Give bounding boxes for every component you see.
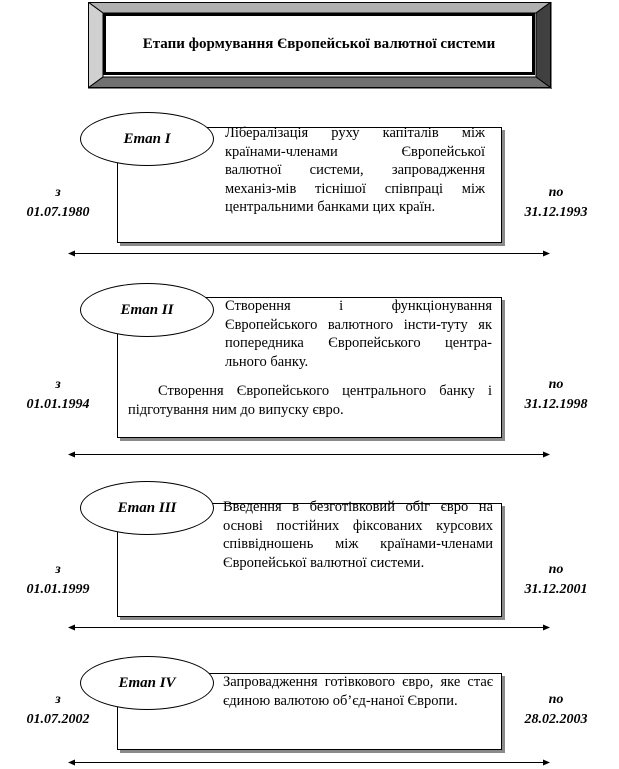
stage-1-to-date: 31.12.1993 — [524, 205, 588, 220]
stage-2-from-date: 01.01.1994 — [26, 397, 90, 412]
stage-3-from — [12, 560, 104, 600]
stage-4-from — [12, 690, 104, 730]
stage-4-label: Етап IV — [80, 656, 214, 710]
stage-2-period-arrow — [68, 450, 550, 459]
stage-1-text — [225, 124, 485, 217]
stage-2-to-date: 31.12.1998 — [524, 397, 588, 412]
stage-3-description: Введення в безготівковий обіг євро на основі постійних фіксованих курсових співвідношень між країнами-членами Європейської валютної системи. — [223, 499, 493, 571]
stage-4-to — [506, 690, 606, 730]
stage-2-to — [506, 375, 606, 415]
stage-1-to-prefix: по — [548, 185, 564, 200]
stage-4-text — [223, 673, 493, 710]
stage-3-to — [506, 560, 606, 600]
stage-1-period-arrow — [68, 249, 550, 258]
stage-1-label: Етап I — [80, 112, 214, 166]
stage-1-from-prefix: з — [55, 185, 61, 200]
stage-1-to — [506, 183, 606, 223]
stage-3-to-date: 31.12.2001 — [524, 582, 588, 597]
stage-4-from-date: 01.07.2002 — [26, 712, 90, 727]
stage-2-from-prefix: з — [55, 377, 61, 392]
stage-4-period-arrow — [68, 758, 550, 767]
stage-2-text-2 — [128, 382, 492, 419]
stage-1-from-date: 01.07.1980 — [26, 205, 90, 220]
stage-4-description: Запровадження готівкового євро, яке стає єдиною валютою об’єд-наної Європи. — [223, 674, 493, 709]
stage-3-label: Етап III — [80, 481, 214, 535]
stage-3-from-date: 01.01.1999 — [26, 582, 90, 597]
stage-2-from — [12, 375, 104, 415]
stage-4-to-date: 28.02.2003 — [524, 712, 588, 727]
stage-2-description-2: Створення Європейського центрального банку і підготування ним до випуску євро. — [128, 383, 492, 418]
stage-3-from-prefix: з — [55, 562, 61, 577]
stage-2-text — [225, 297, 492, 371]
stage-3-period-arrow — [68, 623, 550, 632]
stage-4-to-prefix: по — [548, 692, 564, 707]
stage-2-label: Етап II — [80, 283, 214, 337]
stage-1-from — [12, 183, 104, 223]
stage-3-to-prefix: по — [548, 562, 564, 577]
stage-1-description: Лібералізація руху капіталів між країнами-членами Європейської валютної системи, запровадження механіз-мів тіснішої співпраці між центральними банками цих країн. — [225, 125, 485, 215]
stage-3-text — [223, 498, 493, 572]
stage-2-to-prefix: по — [548, 377, 564, 392]
diagram-title: Етапи формування Європейської валютної системи — [103, 13, 535, 75]
stage-2-description: Створення і функціонування Європейського валютного інсти-туту як попередника Європейського центра-льного банку. — [225, 298, 492, 370]
stage-4-from-prefix: з — [55, 692, 61, 707]
